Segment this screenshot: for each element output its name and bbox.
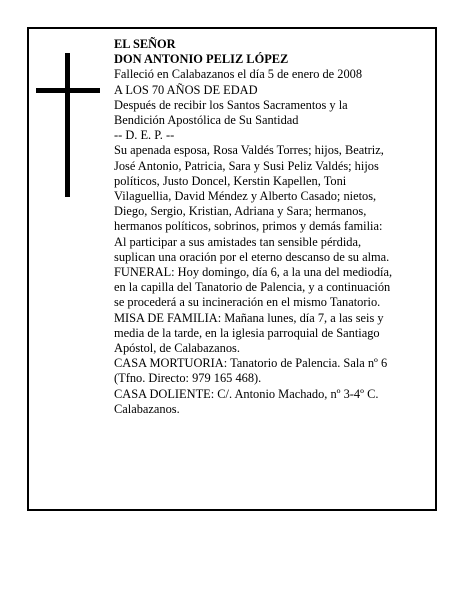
- age-notice: A LOS 70 AÑOS DE EDAD: [114, 82, 258, 97]
- death-notice: Falleció en Calabazanos el día 5 de enero de 2008: [114, 67, 363, 82]
- family-paragraph: Su apenada esposa, Rosa Valdés Torres; hijos, Beatriz, José Antonio, Patricia, Sara y Susi Peliz Valdés; hijos políticos, Justo Doncel, Kerstin Kapellen, Toni Vilaguellia, David Méndez y Alberto Casado; nietos, Diego, Sergio, Kristian, Adriana y Sara; hermanos, hermanos políticos, sobrinos, primos y demás familia: Al participar a sus amistades tan sensible pérdida, suplican una oración por el eterno descanso de su alma.: [114, 143, 390, 264]
- family-mass-paragraph: MISA DE FAMILIA: Mañana lunes, día 7, a las seis y media de la tarde, en la iglesia parroquial de Santiago Apóstol, de Calabazanos.: [114, 310, 384, 356]
- obituary-text: [114, 37, 432, 417]
- mourning-house-paragraph: CASA DOLIENTE: C/. Antonio Machado, nº 3-4º C. Calabazanos.: [114, 386, 379, 416]
- deceased-title: [114, 37, 432, 67]
- funeral-paragraph: FUNERAL: Hoy domingo, día 6, a la una del mediodía, en la capilla del Tanatorio de Palencia, y a continuación se procederá a su incineración en el mismo Tanatorio.: [114, 265, 393, 310]
- deceased-name: DON ANTONIO PELIZ LÓPEZ: [114, 52, 289, 67]
- title-line: EL SEÑOR: [114, 37, 176, 51]
- dep-line: -- D. E. P. --: [114, 128, 175, 143]
- cross-icon: [36, 53, 100, 197]
- sacraments-paragraph: Después de recibir los Santos Sacramentos y la Bendición Apostólica de Su Santidad: [114, 97, 348, 128]
- mortuary-paragraph: CASA MORTUORIA: Tanatorio de Palencia. Sala nº 6 (Tfno. Directo: 979 165 468).: [114, 356, 388, 386]
